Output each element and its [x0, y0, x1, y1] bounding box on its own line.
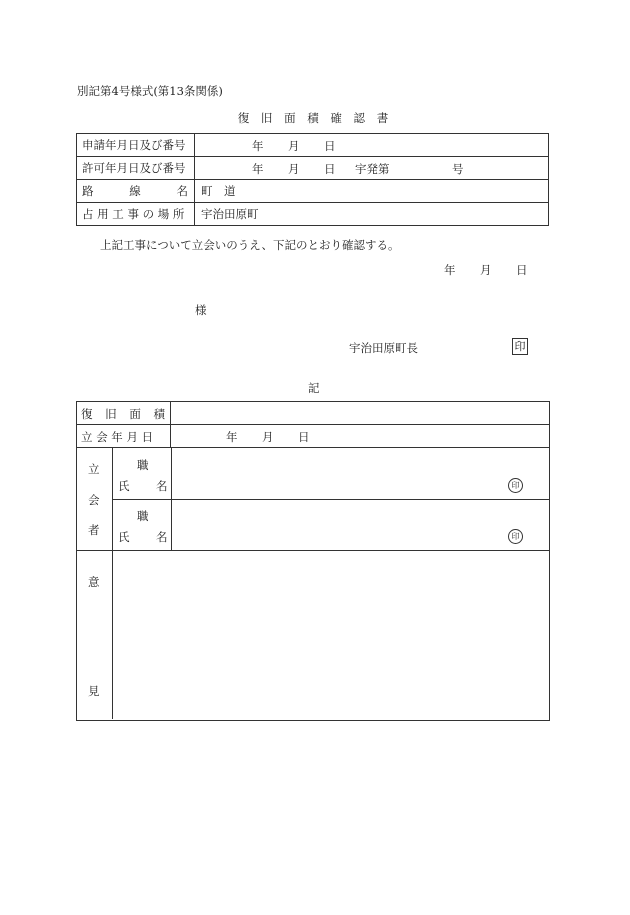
route-label-char: 名 — [176, 184, 188, 198]
name-label-char: 名 — [156, 530, 168, 544]
permit-prefix: 宇発第 — [355, 162, 390, 176]
area-label-char: 旧 — [105, 407, 117, 421]
col-divider — [112, 447, 113, 719]
document-title: 復 旧 面 積 確 認 書 — [237, 111, 393, 125]
area-label-char: 復 — [81, 407, 93, 421]
area-label-char: 面 — [129, 407, 141, 421]
permit-row — [77, 157, 549, 180]
row-divider — [76, 447, 550, 448]
witness-label-char: 会 — [88, 493, 100, 507]
note-header: 記 — [308, 381, 320, 395]
opinion-label-char: 意 — [88, 575, 100, 589]
name-label-char: 氏 — [118, 530, 130, 544]
route-label-cell — [77, 180, 195, 203]
seal-stamp: 印 — [512, 338, 528, 355]
permit-day: 日 — [324, 162, 336, 176]
application-row — [77, 134, 549, 157]
route-row — [77, 180, 549, 203]
application-label: 申請年月日及び番号 — [77, 134, 195, 157]
row-divider — [112, 499, 550, 500]
permit-date-cell — [195, 157, 549, 180]
col-divider — [171, 447, 172, 550]
issuer: 宇治田原町長 — [349, 341, 418, 355]
statement: 上記工事について立会いのうえ、下記のとおり確認する。 — [100, 238, 400, 252]
application-date-cell — [195, 134, 549, 157]
application-table — [76, 133, 549, 226]
location-row — [77, 203, 549, 226]
witness-year: 年 — [226, 430, 238, 444]
route-value: 町 道 — [195, 180, 549, 203]
name-label-char: 氏 — [118, 479, 130, 493]
permit-suffix: 号 — [452, 162, 464, 176]
area-label-char: 積 — [153, 407, 165, 421]
permit-label: 許可年月日及び番号 — [77, 157, 195, 180]
witness-month: 月 — [262, 430, 274, 444]
seal-stamp: 印 — [508, 478, 523, 493]
route-label-char: 線 — [129, 184, 141, 198]
witness-day: 日 — [298, 430, 310, 444]
doc-date-day: 日 — [516, 263, 528, 277]
area-label — [81, 406, 165, 422]
witness-label-char: 者 — [88, 523, 100, 537]
row-divider — [76, 550, 550, 551]
position-label: 職 — [137, 458, 149, 472]
row-divider — [76, 424, 550, 425]
application-year: 年 — [252, 139, 264, 153]
opinion-label-char: 見 — [88, 684, 100, 698]
location-value: 宇治田原町 — [195, 203, 549, 226]
permit-month: 月 — [288, 162, 300, 176]
confirmation-table — [76, 401, 550, 721]
location-label: 占 用 工 事 の 場 所 — [77, 203, 195, 226]
table-frame — [76, 401, 550, 721]
doc-date-month: 月 — [480, 263, 492, 277]
position-label: 職 — [137, 509, 149, 523]
witness-date-label: 立 会 年 月 日 — [81, 430, 154, 444]
application-month: 月 — [288, 139, 300, 153]
col-divider — [170, 401, 171, 447]
addressee-suffix: 様 — [195, 303, 207, 317]
application-day: 日 — [324, 139, 336, 153]
form-label: 別記第4号様式(第13条関係) — [77, 84, 223, 98]
route-label-char: 路 — [82, 184, 94, 198]
permit-year: 年 — [252, 162, 264, 176]
name-label-char: 名 — [156, 479, 168, 493]
doc-date-year: 年 — [444, 263, 456, 277]
witness-label-char: 立 — [88, 462, 100, 476]
seal-stamp: 印 — [508, 529, 523, 544]
